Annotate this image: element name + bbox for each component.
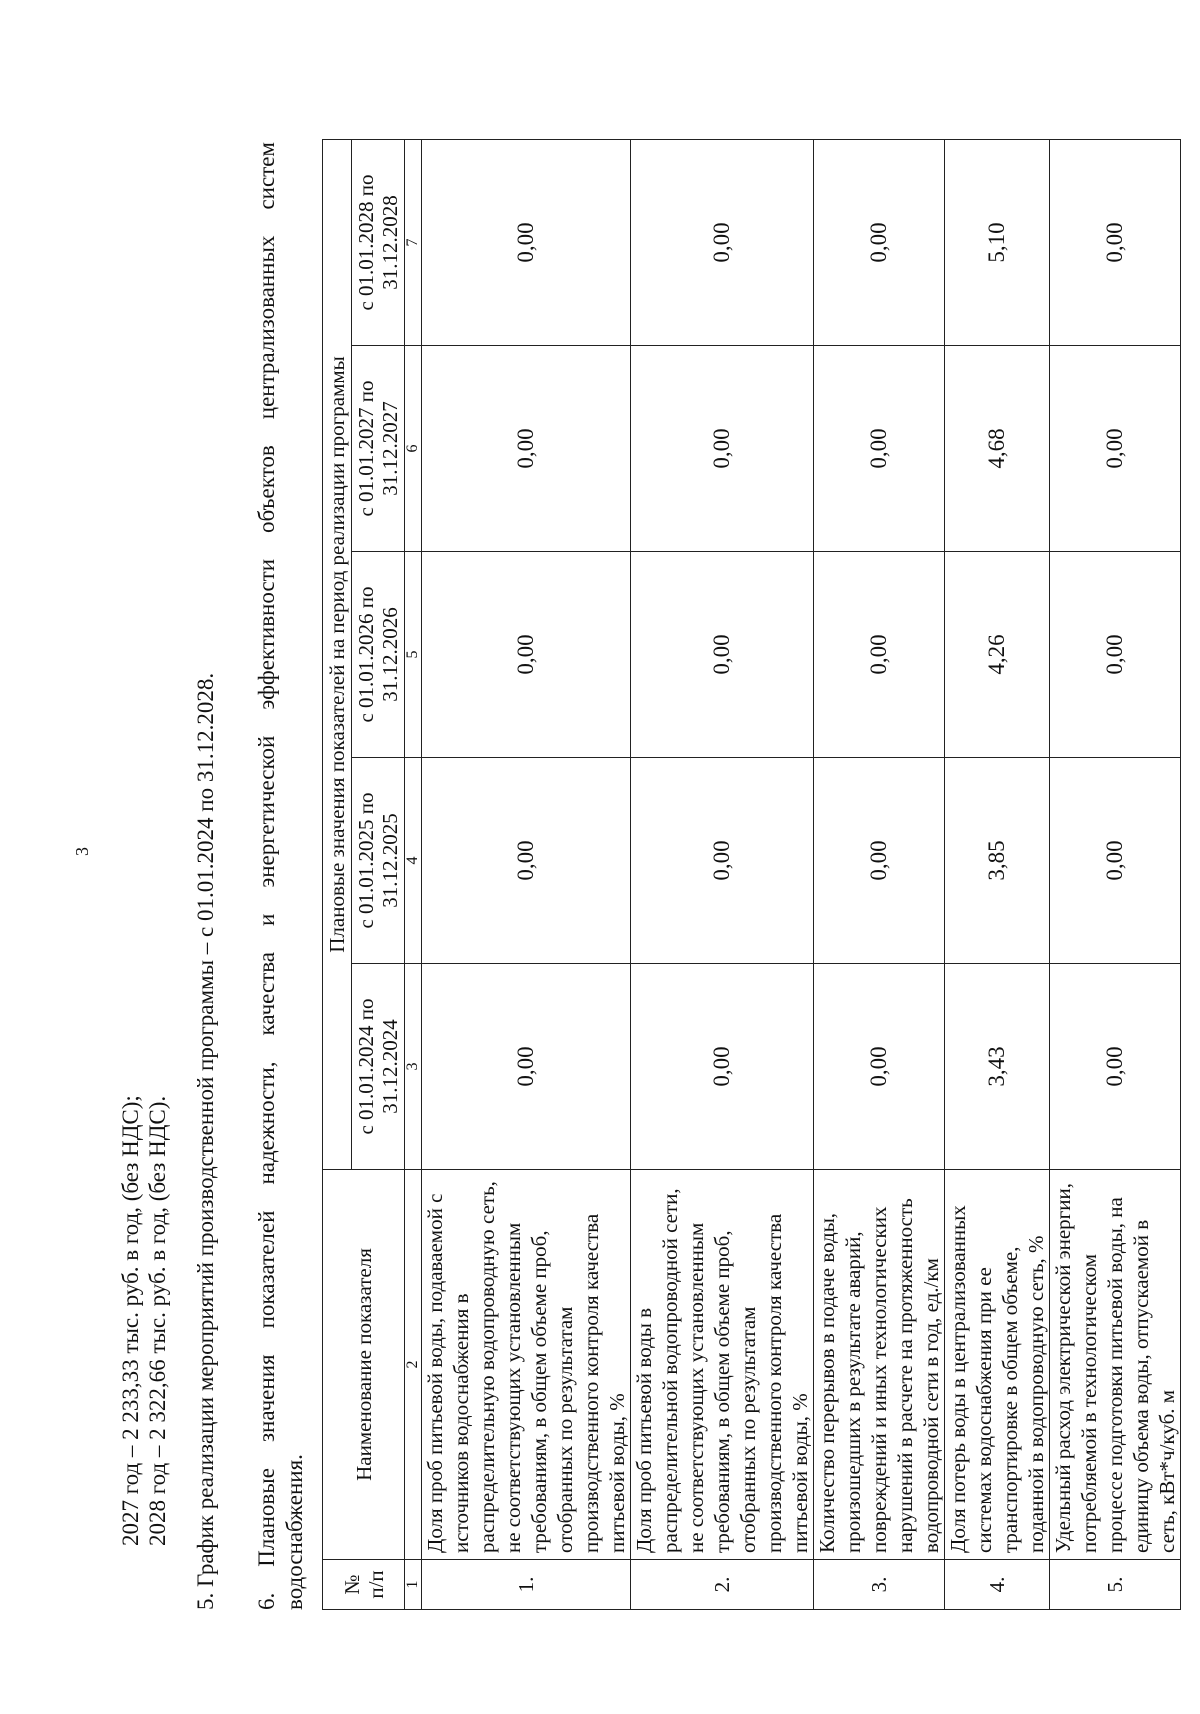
table-row — [814, 139, 945, 1609]
row-number: 2. — [631, 1560, 814, 1610]
value-2025: 0,00 — [422, 758, 631, 964]
value-2024: 3,43 — [945, 964, 1050, 1170]
value-2028: 5,10 — [945, 139, 1050, 345]
value-2024: 0,00 — [422, 964, 631, 1170]
header-name: Наименование показателя — [323, 1170, 405, 1560]
value-2025: 0,00 — [1050, 758, 1181, 964]
table-row — [631, 139, 814, 1609]
cost-line-2028: 2028 год – 2 322,66 тыс. руб. в год, (без НДС). — [145, 1095, 170, 1546]
value-2027: 0,00 — [631, 346, 814, 552]
value-2027: 0,00 — [814, 346, 945, 552]
value-2026: 0,00 — [631, 552, 814, 758]
value-2028: 0,00 — [422, 139, 631, 345]
column-index: 1 — [405, 1560, 422, 1610]
header-period-2028: с 01.01.2028 по 31.12.2028 — [352, 139, 405, 345]
value-2024: 0,00 — [631, 964, 814, 1170]
value-2025: 0,00 — [631, 758, 814, 964]
header-period-2026: с 01.01.2026 по 31.12.2026 — [352, 552, 405, 758]
indicator-name: Количество перерывов в подаче воды, произошедших в результате аварий, повреждений и иных технологических нарушений в расчете на протяженность водопроводной сети в год, ед./км — [814, 1170, 945, 1560]
section-5-schedule: 5. График реализации мероприятий производственной программы – с 01.01.2024 по 31.12.2028. — [193, 672, 218, 1610]
table-row — [422, 139, 631, 1609]
value-2028: 0,00 — [814, 139, 945, 345]
value-2026: 0,00 — [814, 552, 945, 758]
value-2027: 0,00 — [422, 346, 631, 552]
value-2026: 0,00 — [1050, 552, 1181, 758]
column-index: 2 — [405, 1170, 422, 1560]
value-2026: 0,00 — [422, 552, 631, 758]
table-row — [945, 139, 1050, 1609]
row-number: 1. — [422, 1560, 631, 1610]
row-number: 5. — [1050, 1560, 1181, 1610]
value-2027: 4,68 — [945, 346, 1050, 552]
header-period-2024: с 01.01.2024 по 31.12.2024 — [352, 964, 405, 1170]
column-index: 5 — [405, 552, 422, 758]
column-index: 4 — [405, 758, 422, 964]
value-2024: 0,00 — [814, 964, 945, 1170]
indicator-name: Доля проб питьевой воды в распределительной водопроводной сети, не соответствующих установленным требованиям, в общем объеме проб, отобранных по результатам производственного контроля качества питьевой воды, % — [631, 1170, 814, 1560]
header-num: № п/п — [323, 1560, 405, 1610]
page-number: 3 — [72, 847, 92, 856]
column-index: 3 — [405, 964, 422, 1170]
table-row — [1050, 139, 1181, 1609]
section-6-heading-continued: водоснабжения. — [282, 1454, 307, 1610]
indicator-name: Доля потерь воды в централизованных системах водоснабжения при ее транспортировке в общем объеме, поданной в водопроводную сеть, % — [945, 1170, 1050, 1560]
value-2028: 0,00 — [631, 139, 814, 345]
cost-line-2027: 2027 год – 2 233,33 тыс. руб. в год, (без НДС); — [118, 1095, 143, 1546]
column-index: 7 — [405, 139, 422, 345]
value-2025: 3,85 — [945, 758, 1050, 964]
indicator-name: Удельный расход электрической энергии, потребляемой в технологическом процессе подготовки питьевой воды, на единицу объема воды, отпускаемой в сеть, кВт*ч/куб. м — [1050, 1170, 1181, 1560]
value-2024: 0,00 — [1050, 964, 1181, 1170]
value-2026: 4,26 — [945, 552, 1050, 758]
header-period-2025: с 01.01.2025 по 31.12.2025 — [352, 758, 405, 964]
value-2028: 0,00 — [1050, 139, 1181, 345]
value-2027: 0,00 — [1050, 346, 1181, 552]
row-number: 4. — [945, 1560, 1050, 1610]
indicators-table — [322, 139, 1181, 1610]
column-index: 6 — [405, 346, 422, 552]
header-group: Плановые значения показателей на период реализации программы — [323, 139, 352, 1169]
row-number: 3. — [814, 1560, 945, 1610]
section-6-heading: 6. Плановые значения показателей надежности, качества и энергетической эффективности объектов централизованных систем — [254, 142, 279, 1610]
header-period-2027: с 01.01.2027 по 31.12.2027 — [352, 346, 405, 552]
indicator-name: Доля проб питьевой воды, подаваемой с источников водоснабжения в распределительную водопроводную сеть, не соответствующих установленным требованиям, в общем объеме проб, отобранных по результатам производственного контроля качества питьевой воды, % — [422, 1170, 631, 1560]
value-2025: 0,00 — [814, 758, 945, 964]
